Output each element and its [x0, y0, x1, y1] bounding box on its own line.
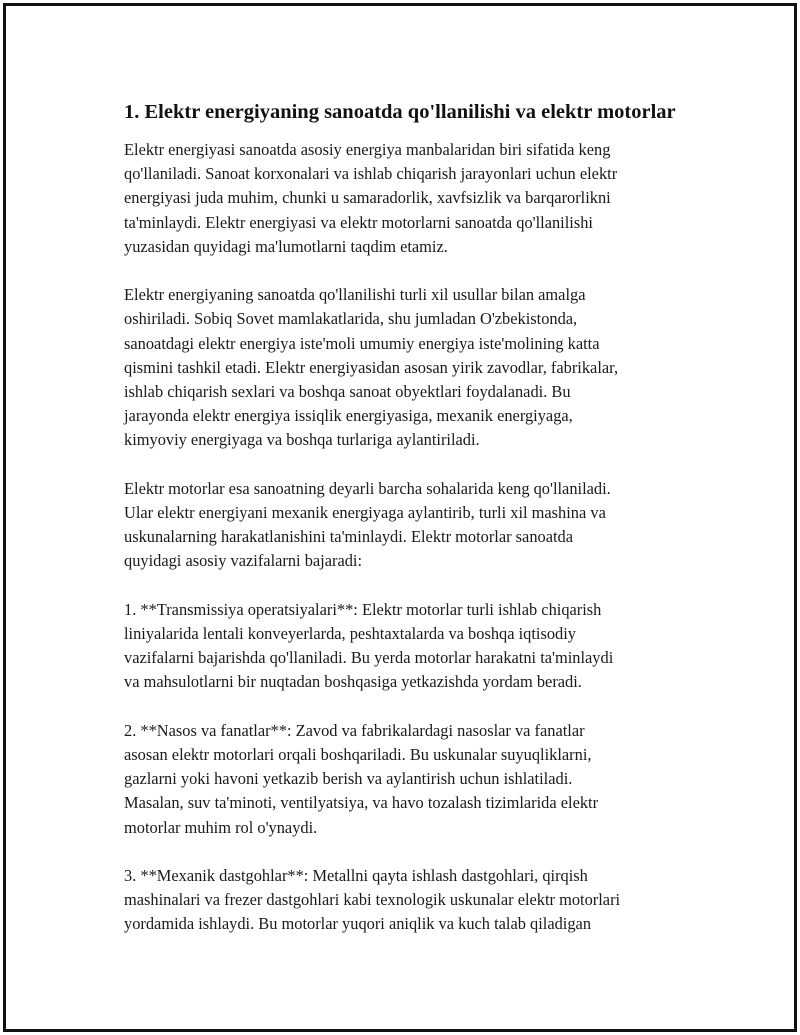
paragraph-industry-usage: Elektr energiyaning sanoatda qo'llanilishi turli xil usullar bilan amalga oshiriladi. Sobiq Sovet mamlakatlarida, shu jumladan O'zbekistonda, sanoatdagi elektr energiya iste'moli umumiy energiya iste'molining katta qismini tashkil etadi. Elektr energiyasidan asosan yirik zavodlar, fabrikalar, ishlab chiqarish sexlari va boshqa sanoat obyektlari foydalanadi. Bu jarayonda elektr energiya issiqlik energiyasiga, mexanik energiyaga, kimyoviy energiyaga va boshqa turlariga aylantiriladi. [124, 285, 619, 450]
page-title: 1. Elektr energiyaning sanoatda qo'llanilishi va elektr motorlar [124, 101, 676, 123]
paragraph-electric-motors: Elektr motorlar esa sanoatning deyarli barcha sohalarida keng qo'llaniladi. Ular elektr energiyani mexanik energiyaga aylantirib, turli xil mashina va uskunalarning harakatlanishini ta'minlaydi. Elektr motorlar sanoatda quyidagi asosiy vazifalarni bajaradi: [124, 478, 611, 571]
page-frame [3, 3, 797, 1032]
list-item-machine-tools: 3. **Mexanik dastgohlar**: Metallni qayta ishlash dastgohlari, qirqish mashinalari va frezer dastgohlari kabi texnologik uskunalar elektr motorlari yordamida ishlaydi. Bu motorlar yuqori aniqlik va kuch talab qiladigan [124, 866, 621, 934]
list-item-pumps-fans: 2. **Nasos va fanatlar**: Zavod va fabrikalardagi nasoslar va fanatlar asosan elektr motorlari orqali boshqariladi. Bu uskunalar suyuqliklarni, gazlarni yoki havoni yetkazib berish va aylantirish uchun ishlatiladi. Masalan, suv ta'minoti, ventilyatsiya, va havo tozalash tizimlarida elektr motorlar muhim rol o'ynaydi. [124, 720, 599, 837]
document-body [121, 98, 696, 961]
paragraph-intro: Elektr energiyasi sanoatda asosiy energiya manbalaridan biri sifatida keng qo'llaniladi. Sanoat korxonalari va ishlab chiqarish jarayonlari uchun elektr energiyasi juda muhim, chunki u samaradorlik, xavfsizlik va barqarorlikni ta'minlaydi. Elektr energiyasi va elektr motorlarni sanoatda qo'llanilishi yuzasidan quyidagi ma'lumotlarni taqdim etamiz. [124, 140, 618, 256]
list-item-transmission: 1. **Transmissiya operatsiyalari**: Elektr motorlar turli ishlab chiqarish liniyalarida lentali konveyerlarda, peshtaxtalarda va boshqa iqtisodiy vazifalarni bajarishda qo'llaniladi. Bu yerda motorlar harakatni ta'minlaydi va mahsulotlarni bir nuqtadan boshqasiga yetkazishda yordam beradi. [124, 599, 614, 692]
